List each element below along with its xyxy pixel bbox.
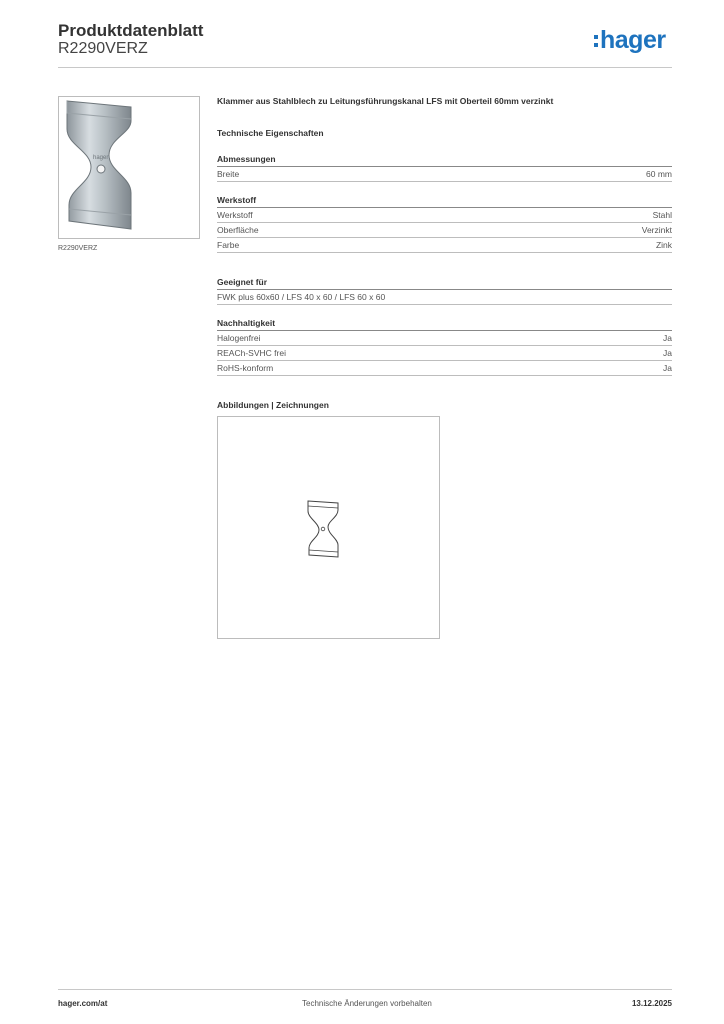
product-image-caption: R2290VERZ <box>58 245 98 252</box>
article-number: R2290VERZ <box>58 40 148 57</box>
property-value: 60 mm <box>646 169 672 179</box>
property-value: Ja <box>663 363 672 373</box>
property-label: RoHS-konform <box>217 363 274 373</box>
property-value: Ja <box>663 333 672 343</box>
page-title: Produktdatenblatt <box>58 21 204 40</box>
property-row <box>217 361 672 376</box>
properties-title: Technische Eigenschaften <box>217 128 324 138</box>
group-suitable-for <box>217 277 672 305</box>
group-title: Werkstoff <box>217 195 672 208</box>
group-title: Abmessungen <box>217 154 672 167</box>
property-label: Werkstoff <box>217 210 253 220</box>
property-label: Oberfläche <box>217 225 259 235</box>
property-row <box>217 223 672 238</box>
property-row <box>217 290 672 305</box>
footer-disclaimer: Technische Änderungen vorbehalten <box>302 999 432 1008</box>
property-label: REACh-SVHC frei <box>217 348 286 358</box>
property-label: FWK plus 60x60 / LFS 40 x 60 / LFS 60 x 60 <box>217 292 386 302</box>
property-value: Zink <box>655 240 672 250</box>
footer-divider <box>58 989 672 990</box>
property-row <box>217 208 672 223</box>
property-value: Stahl <box>652 210 672 220</box>
group-dimensions <box>217 154 672 182</box>
footer-date: 13.12.2025 <box>631 999 672 1008</box>
hager-logo[interactable] <box>594 28 666 53</box>
property-label: Breite <box>217 169 240 179</box>
group-sustainability <box>217 318 672 376</box>
drawings-title: Abbildungen | Zeichnungen <box>217 400 329 410</box>
property-row <box>217 346 672 361</box>
property-label: Farbe <box>217 240 240 250</box>
logo-dots-icon <box>594 35 598 47</box>
property-value: Ja <box>663 348 672 358</box>
product-description: Klammer aus Stahlblech zu Leitungsführungskanal LFS mit Oberteil 60mm verzinkt <box>217 96 554 106</box>
group-material <box>217 195 672 253</box>
product-image <box>58 96 200 239</box>
property-value: Verzinkt <box>641 225 672 235</box>
footer-website-link[interactable]: hager.com/at <box>58 999 108 1008</box>
property-row <box>217 167 672 182</box>
stamped-logo-text: hager <box>93 155 109 161</box>
logo-text: hager <box>600 26 666 54</box>
property-label: Halogenfrei <box>217 333 261 343</box>
group-title: Geeignet für <box>217 277 672 290</box>
group-title: Nachhaltigkeit <box>217 318 672 331</box>
property-row <box>217 331 672 346</box>
main-content <box>217 96 672 639</box>
header-divider <box>58 67 672 68</box>
technical-drawing <box>217 416 440 639</box>
property-row <box>217 238 672 253</box>
